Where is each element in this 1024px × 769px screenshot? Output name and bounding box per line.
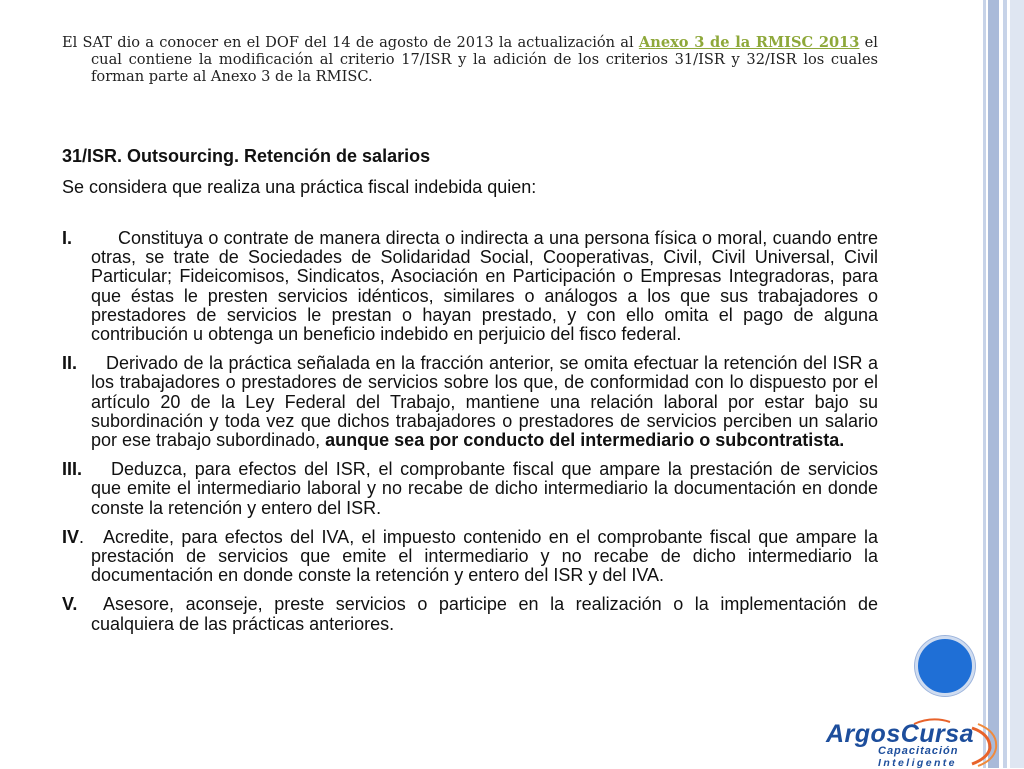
company-logo: [822, 714, 998, 768]
lead-sentence: Se considera que realiza una práctica fiscal indebida quien:: [62, 177, 537, 197]
decorative-circle: [915, 636, 975, 696]
decorative-stripe: [988, 0, 999, 768]
item-number-separator: .: [79, 526, 85, 547]
intro-text-end: el cual contiene la modificación al criterio 17/ISR y la adición de los criterios 31/ISR y 32/ISR los cuales forman parte al Anexo 3 de la RMISC.: [91, 34, 878, 85]
item-number: II.: [62, 353, 78, 374]
list-item: [62, 595, 878, 633]
criteria-list: [62, 229, 878, 644]
item-text: Acredite, para efectos del IVA, el impuesto contenido en el comprobante fiscal que ampare la prestación de servicios que emite el intermediario y no recabe de dicho intermediario la documentación en donde conste la retención y entero del ISR y del IVA.: [91, 526, 878, 586]
decorative-stripe: [983, 0, 986, 768]
section-heading: 31/ISR. Outsourcing. Retención de salarios: [62, 146, 431, 166]
decorative-stripe: [1010, 0, 1024, 768]
anexo-link[interactable]: Anexo 3 de la RMISC 2013: [638, 34, 860, 51]
list-item: [62, 460, 878, 518]
item-number: [62, 528, 84, 547]
item-bold-text: aunque sea por conducto del intermediario o subcontratista.: [325, 430, 845, 451]
item-number-label: IV: [62, 526, 80, 547]
list-item: [62, 354, 878, 450]
logo-wordmark: ArgosCursa: [826, 720, 975, 748]
item-text: Derivado de la práctica señalada en la fracción anterior, se omita efectuar la retención del ISR a los trabajadores o prestadores de servicios sobre los que, de conformidad con lo dispuesto por el artículo 20 de la Ley Federal del Trabajo, mantiene una relación laboral por estar bajo su subordinación y toda vez que dichos trabajadores o prestadores de servicios perciben un salario por ese trabajo subordinado,: [91, 353, 878, 451]
logo-tagline-2: Inteligente: [878, 757, 957, 769]
item-text: Asesore, aconseje, preste servicios o participe en la realización o la implementación de cualquiera de las prácticas anteriores.: [91, 594, 878, 634]
intro-paragraph: [62, 34, 878, 85]
decorative-stripe: [1003, 0, 1007, 768]
item-text: Constituya o contrate de manera directa o indirecta a una persona física o moral, cuando entre otras, se trate de Sociedades de Solidaridad Social, Cooperativas, Civil, Civil Universal, Civil Particular; Fideicomisos, Sindicatos, Asociación en Participación o Empresas Integradoras, para que éstas le presten servicios idénticos, similares o análogos a los que sus trabajadores o prestadores de servicios le prestan o hayan prestado, y con ello omita el pago de alguna contribución u obtenga un beneficio indebido en perjuicio del fisco federal.: [91, 228, 878, 345]
item-number: I.: [62, 228, 73, 248]
list-item: [62, 528, 878, 586]
logo-tagline-1: Capacitación: [878, 745, 959, 757]
list-item: [62, 229, 878, 344]
item-text: Deduzca, para efectos del ISR, el comprobante fiscal que ampare la prestación de servicios que emite el intermediario laboral y no recabe de dicho intermediario la documentación en donde conste la retención y entero del ISR.: [91, 459, 878, 518]
item-number: III.: [62, 459, 83, 480]
intro-text-start: El SAT dio a conocer en el DOF del 14 de agosto de 2013 la actualización al: [62, 34, 639, 51]
item-number: V.: [62, 594, 78, 615]
